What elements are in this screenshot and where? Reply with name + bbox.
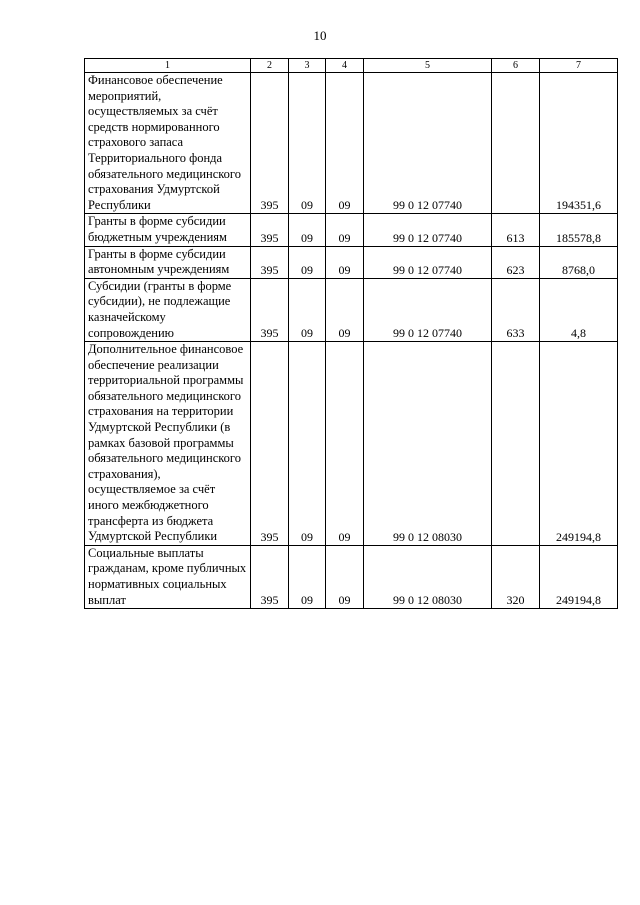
target-article-cell: 99 0 12 08030 — [364, 545, 492, 608]
ministry-code-cell: 395 — [251, 545, 289, 608]
row-name-cell: Социальные выплаты гражданам, кроме публичных нормативных социальных выплат — [85, 545, 251, 608]
target-article-cell: 99 0 12 07740 — [364, 246, 492, 278]
header-col-6: 6 — [492, 59, 540, 73]
header-col-1: 1 — [85, 59, 251, 73]
ministry-code-cell: 395 — [251, 342, 289, 546]
subsection-code-cell: 09 — [326, 214, 364, 246]
target-article-cell: 99 0 12 07740 — [364, 214, 492, 246]
table-row — [85, 278, 618, 341]
row-name-cell: Гранты в форме субсидии бюджетным учреждениям — [85, 214, 251, 246]
ministry-code-cell: 395 — [251, 214, 289, 246]
subsection-code-cell: 09 — [326, 278, 364, 341]
expense-type-cell: 320 — [492, 545, 540, 608]
expense-type-cell: 613 — [492, 214, 540, 246]
amount-cell: 185578,8 — [540, 214, 618, 246]
section-code-cell: 09 — [289, 246, 326, 278]
section-code-cell: 09 — [289, 545, 326, 608]
row-name-cell: Субсидии (гранты в форме субсидии), не подлежащие казначейскому сопровождению — [85, 278, 251, 341]
expense-type-cell: 623 — [492, 246, 540, 278]
header-col-3: 3 — [289, 59, 326, 73]
expense-type-cell: 633 — [492, 278, 540, 341]
section-code-cell: 09 — [289, 342, 326, 546]
table-row — [85, 246, 618, 278]
table-row — [85, 73, 618, 214]
row-name-cell: Гранты в форме субсидии автономным учреждениям — [85, 246, 251, 278]
section-code-cell: 09 — [289, 214, 326, 246]
header-col-4: 4 — [326, 59, 364, 73]
amount-cell: 8768,0 — [540, 246, 618, 278]
amount-cell: 249194,8 — [540, 342, 618, 546]
amount-cell: 194351,6 — [540, 73, 618, 214]
page-number: 10 — [313, 28, 327, 43]
subsection-code-cell: 09 — [326, 545, 364, 608]
row-name-cell: Финансовое обеспечение мероприятий, осуществляемых за счёт средств нормированного страхового запаса Территориального фонда обязательного медицинского страхования Удмуртской Республики — [85, 73, 251, 214]
section-code-cell: 09 — [289, 73, 326, 214]
subsection-code-cell: 09 — [326, 73, 364, 214]
ministry-code-cell: 395 — [251, 73, 289, 214]
amount-cell: 4,8 — [540, 278, 618, 341]
header-col-7: 7 — [540, 59, 618, 73]
ministry-code-cell: 395 — [251, 278, 289, 341]
amount-cell: 249194,8 — [540, 545, 618, 608]
section-code-cell: 09 — [289, 278, 326, 341]
target-article-cell: 99 0 12 08030 — [364, 342, 492, 546]
expense-type-cell — [492, 73, 540, 214]
header-col-2: 2 — [251, 59, 289, 73]
table-row — [85, 545, 618, 608]
subsection-code-cell: 09 — [326, 342, 364, 546]
target-article-cell: 99 0 12 07740 — [364, 278, 492, 341]
ministry-code-cell: 395 — [251, 246, 289, 278]
table-row — [85, 214, 618, 246]
header-col-5: 5 — [364, 59, 492, 73]
table-row — [85, 342, 618, 546]
subsection-code-cell: 09 — [326, 246, 364, 278]
budget-table — [84, 58, 618, 609]
expense-type-cell — [492, 342, 540, 546]
row-name-cell: Дополнительное финансовое обеспечение реализации территориальной программы обязательного медицинского страхования на территории Удмуртской Республики (в рамках базовой программы обязательного медицинского страхования), осуществляемое за счёт иного межбюджетного трансферта из бюджета Удмуртской Республики — [85, 342, 251, 546]
target-article-cell: 99 0 12 07740 — [364, 73, 492, 214]
header-row — [85, 59, 618, 73]
